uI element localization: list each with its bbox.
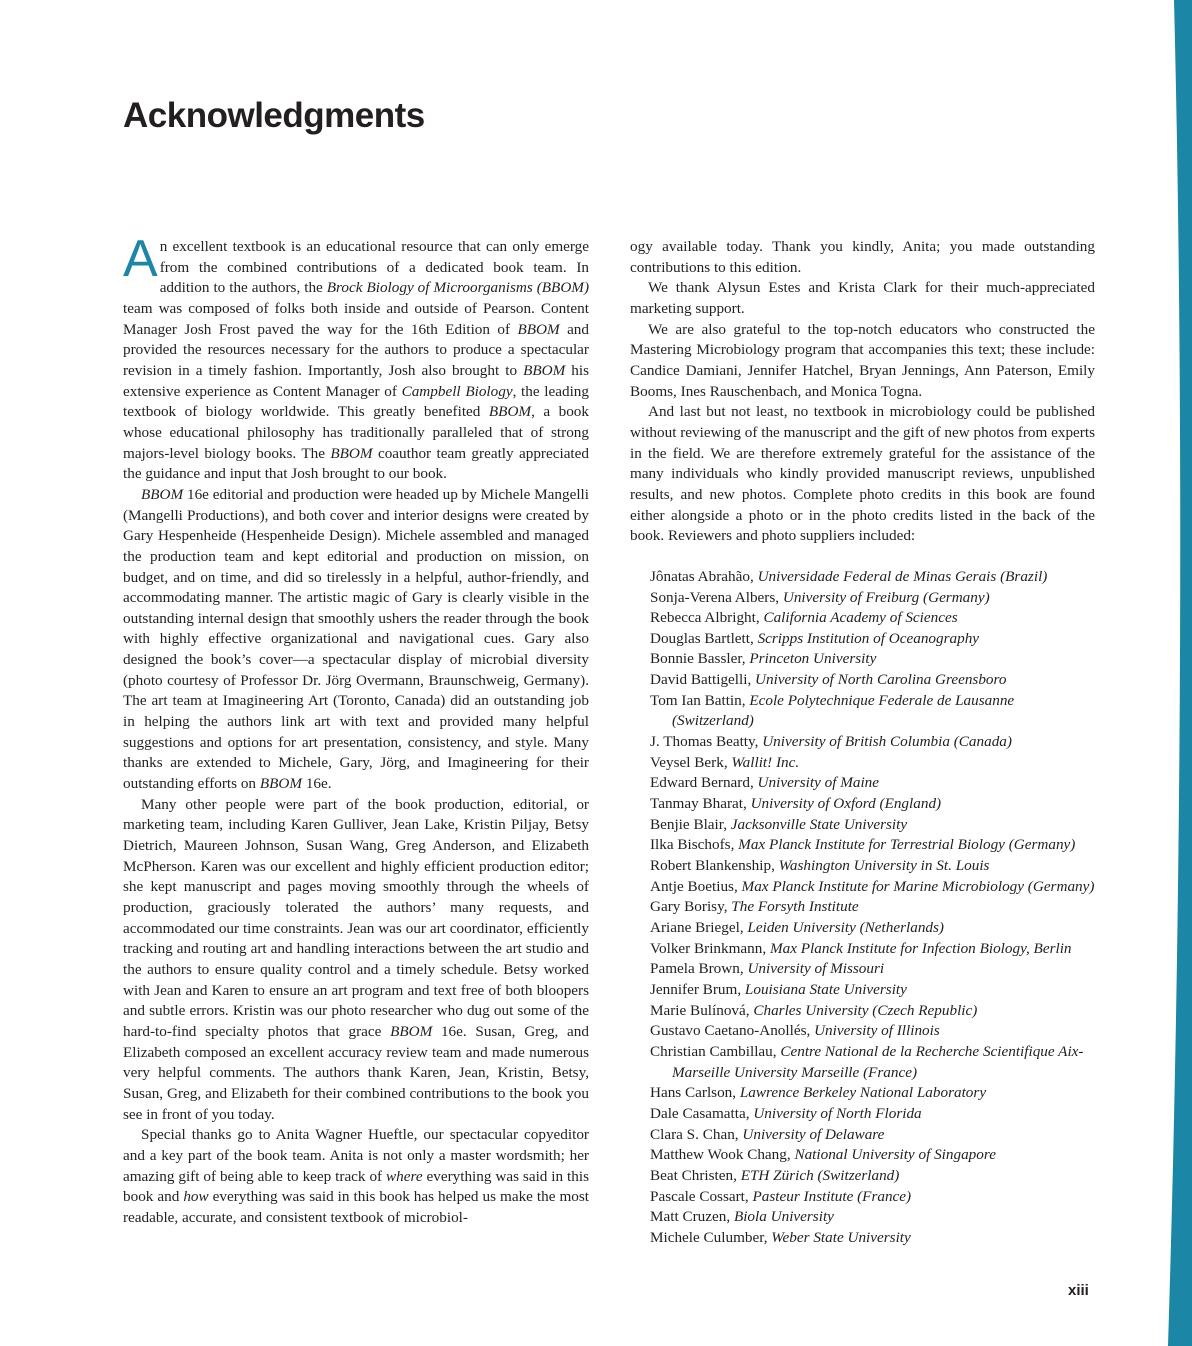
reviewer-entry: Volker Brinkmann, Max Planck Institute for Infection Biology, Berlin: [650, 939, 1072, 957]
left-column: [123, 230, 590, 1229]
reviewer-name: Bonnie Bassler: [650, 650, 742, 668]
drop-cap: A: [123, 230, 158, 288]
reviewer-institution: ETH Zürich (Switzerland): [740, 1166, 900, 1184]
reviewer-institution: University of Maine: [757, 774, 880, 792]
reviewer-list: [630, 567, 1095, 1249]
reviewer-name: Robert Blankenship: [650, 857, 772, 875]
text-run: Special thanks go to Anita Wagner Hueftle, our spectacular copyeditor and a key part of the book team. Anita is not only a master wordsmith; her amazing gift of being able to keep track of: [123, 1126, 589, 1185]
reviewer-institution: The Forsyth Institute: [731, 898, 859, 916]
reviewer-entry: Gary Borisy, The Forsyth Institute: [650, 898, 859, 916]
reviewer-entry: Robert Blankenship, Washington University in St. Louis: [650, 857, 990, 875]
reviewer-institution: Max Planck Institute for Terrestrial Biology (Germany): [738, 836, 1076, 854]
reviewer-entry: Rebecca Albright, California Academy of Sciences: [650, 609, 958, 627]
text-run: and provided the resources necessary for the authors to produce a spectacular revision in a timely fashion. Importantly, Josh also brought to: [123, 320, 589, 379]
reviewer-name: Michele Culumber: [650, 1228, 764, 1246]
page-number: xiii: [1068, 1282, 1089, 1299]
reviewer-entry: Ilka Bischofs, Max Planck Institute for Terrestrial Biology (Germany): [650, 836, 1076, 854]
reviewer-institution: Louisiana State University: [744, 980, 907, 998]
text-run: n excellent textbook is an educational resource that can only emerge from the combined contributions of a dedicated book team. In addition to the authors, the: [159, 238, 589, 297]
reviewer-entry: Michele Culumber, Weber State University: [650, 1228, 911, 1246]
reviewer-institution: Universidade Federal de Minas Gerais (Brazil): [757, 567, 1048, 585]
reviewer-name: Tanmay Bharat: [650, 795, 743, 813]
reviewer-institution: University of North Carolina Greensboro: [755, 671, 1007, 689]
reviewer-institution: University of Freiburg (Germany): [782, 588, 990, 606]
reviewer-entry: Douglas Bartlett, Scripps Institution of Oceanography: [650, 629, 980, 647]
reviewer-name: Matt Cruzen: [650, 1208, 727, 1226]
reviewer-institution: University of North Florida: [753, 1104, 922, 1122]
italic-run: BBOM: [330, 444, 373, 462]
reviewer-entry: Gustavo Caetano-Anollés, University of Illinois: [650, 1022, 940, 1040]
reviewer-name: Christian Cambillau: [650, 1042, 773, 1060]
reviewer-institution: Centre National de la Recherche Scientifique Aix-Marseille University Marseille (France): [672, 1042, 1084, 1081]
reviewer-entry: Pascale Cossart, Pasteur Institute (France): [650, 1187, 912, 1205]
reviewer-entry: Christian Cambillau, Centre National de la Recherche Scientifique Aix-Marseille University Marseille (France): [650, 1042, 1084, 1081]
reviewer-name: Edward Bernard: [650, 774, 750, 792]
reviewer-entry: Beat Christen, ETH Zürich (Switzerland): [650, 1166, 900, 1184]
reviewer-institution: Washington University in St. Louis: [778, 857, 990, 875]
reviewer-entry: David Battigelli, University of North Carolina Greensboro: [650, 671, 1007, 689]
reviewer-name: Benjie Blair: [650, 815, 724, 833]
reviewer-entry: Benjie Blair, Jacksonville State University: [650, 815, 908, 833]
reviewer-institution: Princeton University: [749, 650, 877, 668]
reviewer-name: Gary Borisy: [650, 898, 724, 916]
reviewer-institution: University of Delaware: [742, 1125, 885, 1143]
reviewer-name: Beat Christen: [650, 1166, 734, 1184]
reviewer-name: David Battigelli: [650, 671, 748, 689]
page-title: Acknowledgments: [123, 96, 425, 135]
reviewer-entry: Clara S. Chan, University of Delaware: [650, 1125, 885, 1143]
reviewer-institution: Ecole Polytechnique Federale de Lausanne (Switzerland): [672, 691, 1015, 730]
reviewer-institution: California Academy of Sciences: [763, 609, 958, 627]
reviewer-entry: Jônatas Abrahão, Universidade Federal de Minas Gerais (Brazil): [650, 567, 1048, 585]
paragraph-mastering: We are also grateful to the top-notch educators who constructed the Mastering Microbiology program that accompanies this text; these include: Candice Damiani, Jennifer Hatchel, Bryan Jennings, Ann Paterson, Emily Booms, Ines Rauschenbach, and Monica Togna.: [630, 320, 1095, 400]
reviewer-entry: Dale Casamatta, University of North Florida: [650, 1104, 922, 1122]
reviewer-name: Gustavo Caetano-Anollés: [650, 1022, 807, 1040]
reviewer-entry: Matthew Wook Chang, National University of Singapore: [650, 1146, 996, 1164]
paragraph-team: [123, 795, 589, 1126]
text-run: 16e editorial and production were headed up by Michele Mangelli (Mangelli Productions), and both cover and interior designs were created by Gary Hespenheide (Hespenheide Design). Michele assembled and managed the production team and kept editorial and production on mission, on budget, and on time, and did so tirelessly in a helpful, author-friendly, and accommodating manner. The artistic magic of Gary is clearly visible in the outstanding internal design that smoothly ushers the reader through the book with highly effective organizational and navigational cues. Gary also designed the book’s cover—a spectacular display of microbial diversity (photo courtesy of Professor Dr. Jörg Overmann, Braunschweig, Germany). The art team at Imagineering Art (Toronto, Canada) did an outstanding job in helping the authors link art with text and provided many helpful suggestions and options for art presentation, consistency, and style. Many thanks are extended to Michele, Gary, Jörg, and Imagineering for their outstanding efforts on: [123, 485, 589, 793]
reviewer-name: Matthew Wook Chang: [650, 1146, 787, 1164]
text-run: team was composed of folks both inside and outside of Pearson. Content Manager Josh Frost paved the way for the 16th Edition of: [123, 299, 589, 338]
reviewer-name: Douglas Bartlett: [650, 629, 750, 647]
reviewer-entry: Marie Bulínová, Charles University (Czech Republic): [650, 1001, 978, 1019]
reviewer-name: Jennifer Brum: [650, 980, 738, 998]
reviewer-name: Sonja-Verena Albers: [650, 588, 776, 606]
text-run: coauthor team greatly appreciated the guidance and input that Josh brought to our book.: [123, 444, 589, 483]
italic-run: where: [386, 1167, 423, 1185]
reviewer-entry: Ariane Briegel, Leiden University (Netherlands): [650, 919, 944, 936]
reviewer-name: Tom Ian Battin: [650, 691, 742, 709]
italic-run: BBOM: [523, 361, 566, 379]
italic-run: BBOM: [488, 403, 532, 421]
reviewer-institution: University of British Columbia (Canada): [762, 733, 1012, 751]
italic-run: BBOM: [390, 1022, 433, 1040]
reviewer-name: Antje Boetius: [650, 877, 734, 895]
reviewer-entry: Edward Bernard, University of Maine: [650, 774, 880, 792]
reviewer-institution: University of Oxford (England): [750, 795, 942, 813]
reviewer-entry: Matt Cruzen, Biola University: [650, 1208, 834, 1226]
text-run: , the leading textbook of biology worldwide. This greatly benefited: [123, 382, 589, 421]
paragraph-continuation: ogy available today. Thank you kindly, Anita; you made outstanding contributions to this edition.: [630, 238, 1095, 276]
reviewer-name: Volker Brinkmann: [650, 939, 763, 957]
reviewer-entry: Tanmay Bharat, University of Oxford (England): [650, 795, 942, 813]
text-run: everything was said in this book has helped us make the most readable, accurate, and consistent textbook of microbiol-: [123, 1188, 590, 1226]
reviewer-name: Ilka Bischofs: [650, 836, 731, 854]
reviewer-entry: Antje Boetius, Max Planck Institute for Marine Microbiology (Germany): [650, 877, 1095, 895]
reviewer-entry: Hans Carlson, Lawrence Berkeley National Laboratory: [650, 1084, 987, 1102]
reviewer-entry: Pamela Brown, University of Missouri: [650, 960, 885, 978]
reviewer-name: Pascale Cossart: [650, 1187, 745, 1205]
text-run: Many other people were part of the book production, editorial, or marketing team, including Karen Gulliver, Jean Lake, Kristin Piljay, Betsy Dietrich, Maureen Johnson, Susan Wang, Greg Anderson, and Elizabeth McPherson. Karen was our excellent and highly efficient production editor; she kept manuscript and pages moving smoothly through the wheels of production, graciously tolerated the authors’ many requests, and accommodated our time constraints. Jean was our art coordinator, efficiently tracking and routing art and handling interactions between the art studio and the authors to ensure quality control and a timely schedule. Betsy worked with Jean and Karen to ensure an art program and text free of both bloopers and subtle errors. Kristin was our photo researcher who dug out some of the hard-to-find specialty photos that grace: [123, 795, 589, 1040]
reviewer-institution: University of Illinois: [814, 1022, 940, 1040]
reviewer-entry: J. Thomas Beatty, University of British Columbia (Canada): [650, 733, 1012, 751]
reviewer-name: Marie Bulínová: [650, 1001, 746, 1019]
text-run: , a book whose educational philosophy has traditionally paralleled that of strong majors-level biology books. The: [123, 403, 589, 462]
teal-page-edge: [1152, 0, 1192, 1346]
italic-run: BBOM: [259, 775, 303, 793]
text-run: everything was said in this book and: [123, 1167, 589, 1206]
italic-run: how: [183, 1188, 209, 1206]
reviewer-entry: Bonnie Bassler, Princeton University: [650, 650, 877, 668]
reviewer-institution: Scripps Institution of Oceanography: [757, 629, 980, 647]
reviewer-institution: Weber State University: [771, 1228, 911, 1246]
italic-run: BBOM: [517, 320, 560, 338]
reviewer-entry: Tom Ian Battin, Ecole Polytechnique Federale de Lausanne (Switzerland): [650, 691, 1015, 730]
reviewer-name: Jônatas Abrahão: [650, 567, 750, 585]
reviewer-institution: Charles University (Czech Republic): [753, 1001, 978, 1019]
reviewer-name: Hans Carlson: [650, 1084, 733, 1102]
reviewer-name: Pamela Brown: [650, 960, 740, 978]
reviewer-institution: University of Missouri: [747, 960, 885, 978]
reviewer-institution: National University of Singapore: [794, 1146, 996, 1164]
reviewer-name: J. Thomas Beatty: [650, 733, 755, 751]
reviewer-institution: Lawrence Berkeley National Laboratory: [739, 1084, 987, 1102]
paragraph-production: [123, 485, 589, 795]
italic-run: Brock Biology of Microorganisms (BBOM): [326, 279, 590, 297]
reviewer-institution: Max Planck Institute for Infection Biology, Berlin: [769, 939, 1072, 957]
text-run: 16e.: [302, 775, 332, 793]
reviewer-name: Veysel Berk: [650, 753, 724, 771]
paragraph-marketing: We thank Alysun Estes and Krista Clark for their much-appreciated marketing support.: [630, 279, 1095, 317]
reviewer-entry: Sonja-Verena Albers, University of Freiburg (Germany): [650, 588, 990, 606]
reviewer-institution: Pasteur Institute (France): [752, 1187, 912, 1205]
reviewer-institution: Leiden University (Netherlands): [747, 919, 944, 936]
paragraph-copyeditor: [123, 1125, 589, 1228]
reviewer-entry: Veysel Berk, Wallit! Inc.: [650, 753, 800, 771]
italic-run: Campbell Biology: [401, 382, 513, 400]
italic-run: BBOM: [141, 485, 184, 503]
right-column: [630, 237, 1095, 1249]
text-run: his extensive experience as Content Manager of: [123, 361, 589, 400]
reviewer-institution: Wallit! Inc.: [731, 753, 800, 771]
reviewer-name: Ariane Briegel: [650, 919, 740, 936]
paragraph-reviewers-intro: And last but not least, no textbook in microbiology could be published without reviewing of the manuscript and the gift of new photos from experts in the field. We are therefore extremely grateful for the assistance of the many individuals who kindly provided manuscript reviews, unpublished results, and new photos. Complete photo credits in this book are found either alongside a photo or in the photo credits listed in the back of the book. Reviewers and photo suppliers included:: [630, 403, 1095, 545]
text-run: 16e. Susan, Greg, and Elizabeth composed an excellent accuracy review team and made numerous very helpful comments. The authors thank Karen, Jean, Kristin, Betsy, Susan, Greg, and Elizabeth for their combined contributions to the book you see in front of you today.: [123, 1022, 589, 1123]
reviewer-entry: Jennifer Brum, Louisiana State University: [650, 980, 907, 998]
reviewer-institution: Jacksonville State University: [730, 815, 908, 833]
reviewer-institution: Biola University: [733, 1208, 834, 1226]
reviewer-institution: Max Planck Institute for Marine Microbiology (Germany): [741, 877, 1095, 895]
reviewer-name: Dale Casamatta: [650, 1104, 746, 1122]
reviewer-name: Clara S. Chan: [650, 1125, 735, 1143]
reviewer-name: Rebecca Albright: [650, 609, 756, 627]
paragraph-intro: [123, 230, 590, 485]
